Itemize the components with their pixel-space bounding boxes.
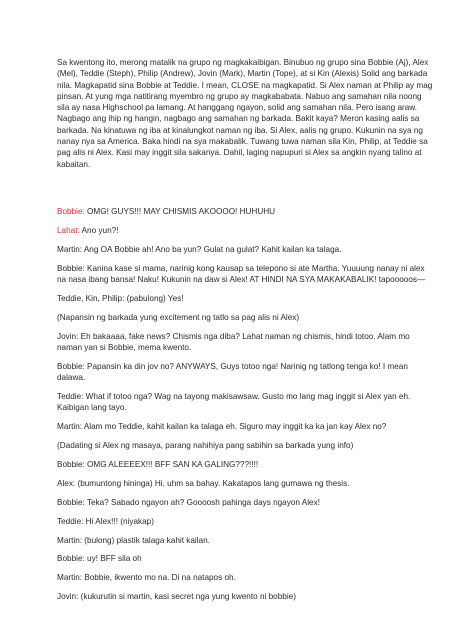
dialogue-line: Bobbie: Teka? Sabado ngayon ah? Goooosh pahinga days ngayon Alex!	[57, 497, 320, 507]
dialogue-line: Alex: (bumuntong hininga) Hi, uhm sa bahay. Kakatapos lang gumawa ng thesis.	[57, 478, 350, 488]
dialogue-line: Martin: Bobbie, ikwento mo na. Di na natapos oh.	[57, 573, 236, 583]
dialogue-line: Bobbie: OMG ALEEEEX!!! BFF SAN KA GALING???!!!!	[57, 459, 259, 469]
dialogue-line: Teddie: Hi Alex!!! (niyakap)	[57, 516, 154, 526]
dialogue-line	[57, 206, 434, 217]
dialogue-line: Teddie, Kin, Philip: (pabulong) Yes!	[57, 293, 184, 303]
dialogue-line	[57, 225, 434, 236]
line-text: Ano yun?!	[79, 225, 119, 235]
dialogue-line: (Napansin ng barkada yung excitement ng tatlo sa pag alis ni Alex)	[57, 312, 300, 322]
dialogue-line: Martin: Alam mo Teddie, kahit kailan ka talaga eh. Siguro may inggit ka ka jan kay Alex no?	[57, 422, 387, 432]
dialogue-line: Bobbie: uy! BFF sila oh	[57, 554, 142, 564]
dialogue-line: Jovin: Eh bakaaaa, fake news? Chismis nga diba? Lahat naman ng chismis, hindi totoo. Alam mo naman yan si Bobbie, mema kwento.	[57, 331, 410, 352]
dialogue-line: Bobbie: Papansin ka din jov no? ANYWAYS, Guys totoo nga! Narinig ng tatlong tenga ko! I mean dalawa.	[57, 361, 408, 383]
dialogue-line: Bobbie: Kanina kase si mama, narinig kong kausap sa telepono si ate Martha. Yuuuung nanay ni alex na nasa ibang bansa! Naku! Kukunin na daw si Alex! AT HINDI NA SYA MAKAKABALIK! tapooooos—	[57, 263, 426, 284]
line-text: OMG! GUYS!!! MAY CHISMIS AKOOOO! HUHUHU	[84, 206, 276, 216]
speaker-label: Bobbie:	[57, 206, 85, 216]
dialogue-line: Teddie: What if totoo nga? Wag na tayong makisawsaw. Gusto mo lang mag inggit si Alex yan eh. Kaibigan lang tayo.	[57, 391, 411, 413]
dialogue-line: Martin: Ang OA Bobbie ah! Ano ba yun? Gulat na gulat? Kahit kailan ka talaga.	[57, 244, 342, 254]
speaker-label: Lahat:	[57, 225, 80, 235]
dialogue-line: (Dadating si Alex ng masaya, parang nahihiya pang sabihin sa barkada yung info)	[57, 441, 354, 451]
dialogue-line: Martin: (bulong) plastik talaga kahit kailan.	[57, 535, 210, 545]
intro-paragraph: Sa kwentong ito, merong matalik na grupo ng magkakaibigan. Binubuo ng grupo sina Bobbie (Aj), Alex (Mel), Teddie (Steph), Philip (Andrew), Jovin (Mark), Martin (Tope), at si Kin (Alexis) Solid ang barkada nila. Magkapatid sina Bobbie at Teddie. I mean, CLOSE na magkapatid. Si Alex naman at Philip ay mag pinsan. At yung mga natitirang myembro ng grupo ay magkababata. Nabuo ang samahan nila noong sila ay nasa Highschool pa lamang. At hanggang ngayon, solid ang samahan nila. Pero isang araw. Nagbago ang ihip ng hangin, nagbago ang samahan ng barkada. Bakit kaya? Meron kasing aalis sa barkada. Na kinatuwa ng iba at kinalungkot naman ng iba. Si Alex, aalis ng grupo. Kukunin na sya ng nanay nya sa America. Baka hindi na sya makabalik. Tuwang tuwa naman sila Kin, Philip, at Teddie sa pag alis ni Alex. Kasi may inggit sila sakanya. Dahil, laging napupuri si Alex sa angkin nyang talino at kabaitan.	[57, 58, 433, 169]
dialogue-line: Jovin: (kukurutin si martin, kasi secret nga yung kwento ni bobbie)	[57, 592, 296, 602]
